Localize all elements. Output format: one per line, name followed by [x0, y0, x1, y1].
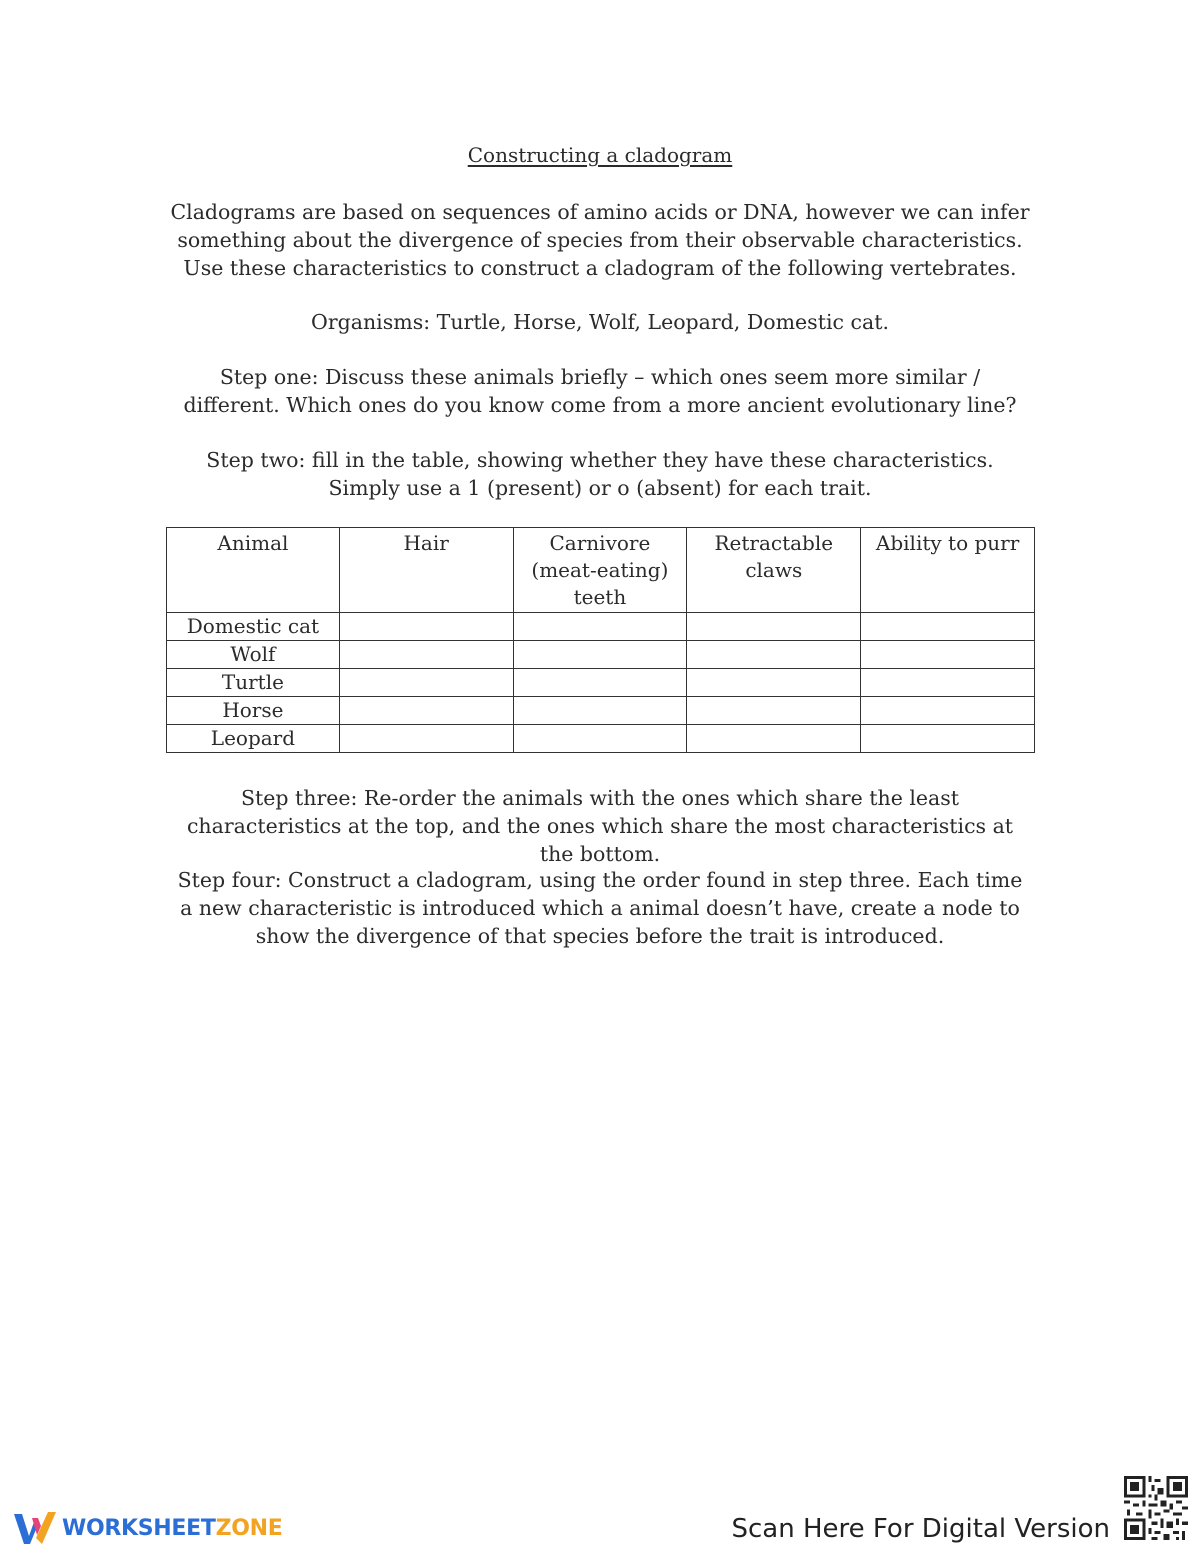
answer-cell[interactable] [513, 725, 687, 753]
column-header-hair: Hair [339, 528, 513, 613]
table-row [167, 669, 1035, 697]
answer-cell[interactable] [861, 697, 1035, 725]
animal-cell-wolf: Wolf [167, 641, 340, 669]
answer-cell[interactable] [513, 669, 687, 697]
scan-here-label: Scan Here For Digital Version [731, 1514, 1110, 1544]
answer-cell[interactable] [339, 697, 513, 725]
column-header-animal: Animal [167, 528, 340, 613]
traits-table [166, 527, 1035, 753]
answer-cell[interactable] [513, 697, 687, 725]
page-title: Constructing a cladogram [467, 143, 733, 167]
qr-code-icon[interactable] [1124, 1476, 1188, 1540]
answer-cell[interactable] [861, 669, 1035, 697]
answer-cell[interactable] [861, 613, 1035, 641]
animal-cell-turtle: Turtle [167, 669, 340, 697]
step-four-instructions: Step four: Construct a cladogram, using the order found in step three. Each time a new characteristic is introduced which a animal doesn’t have, create a node to show the divergence of that species before the trait is introduced. [177, 868, 1023, 948]
column-header-carnivore-teeth: Carnivore (meat-eating) teeth [513, 528, 687, 613]
logo-word-worksheet: WORKSHEET [62, 1515, 216, 1541]
answer-cell[interactable] [339, 641, 513, 669]
answer-cell[interactable] [861, 725, 1035, 753]
answer-cell[interactable] [687, 669, 861, 697]
answer-cell[interactable] [687, 641, 861, 669]
column-header-retractable-claws: Retractable claws [687, 528, 861, 613]
table-row [167, 725, 1035, 753]
answer-cell[interactable] [513, 641, 687, 669]
table-row [167, 613, 1035, 641]
column-header-ability-to-purr: Ability to purr [861, 528, 1035, 613]
organisms-list: Organisms: Turtle, Horse, Wolf, Leopard, Domestic cat. [311, 310, 889, 334]
table-row [167, 697, 1035, 725]
answer-cell[interactable] [513, 613, 687, 641]
answer-cell[interactable] [687, 697, 861, 725]
animal-cell-domestic-cat: Domestic cat [167, 613, 340, 641]
step-one-instructions: Step one: Discuss these animals briefly – which ones seem more similar / different. Which ones do you know come from a more ancient evolutionary line? [183, 365, 1017, 417]
answer-cell[interactable] [339, 613, 513, 641]
logo-w-icon [12, 1508, 58, 1548]
animal-cell-leopard: Leopard [167, 725, 340, 753]
table-row [167, 641, 1035, 669]
table-header-row [167, 528, 1035, 613]
logo-word-zone: ZONE [215, 1515, 283, 1541]
step-three-instructions: Step three: Re-order the animals with the ones which share the least characteristics at the top, and the ones which share the most characteristics at the bottom. [186, 786, 1014, 866]
answer-cell[interactable] [339, 725, 513, 753]
animal-cell-horse: Horse [167, 697, 340, 725]
intro-paragraph: Cladograms are based on sequences of amino acids or DNA, however we can infer something about the divergence of species from their observable characteristics. Use these characteristics to construct a cladogram of the following vertebrates. [170, 200, 1030, 280]
step-two-instructions: Step two: fill in the table, showing whether they have these characteristics. Simply use a 1 (present) or o (absent) for each trait. [206, 448, 994, 500]
answer-cell[interactable] [339, 669, 513, 697]
answer-cell[interactable] [861, 641, 1035, 669]
answer-cell[interactable] [687, 725, 861, 753]
answer-cell[interactable] [687, 613, 861, 641]
worksheet-zone-logo[interactable] [12, 1508, 282, 1548]
